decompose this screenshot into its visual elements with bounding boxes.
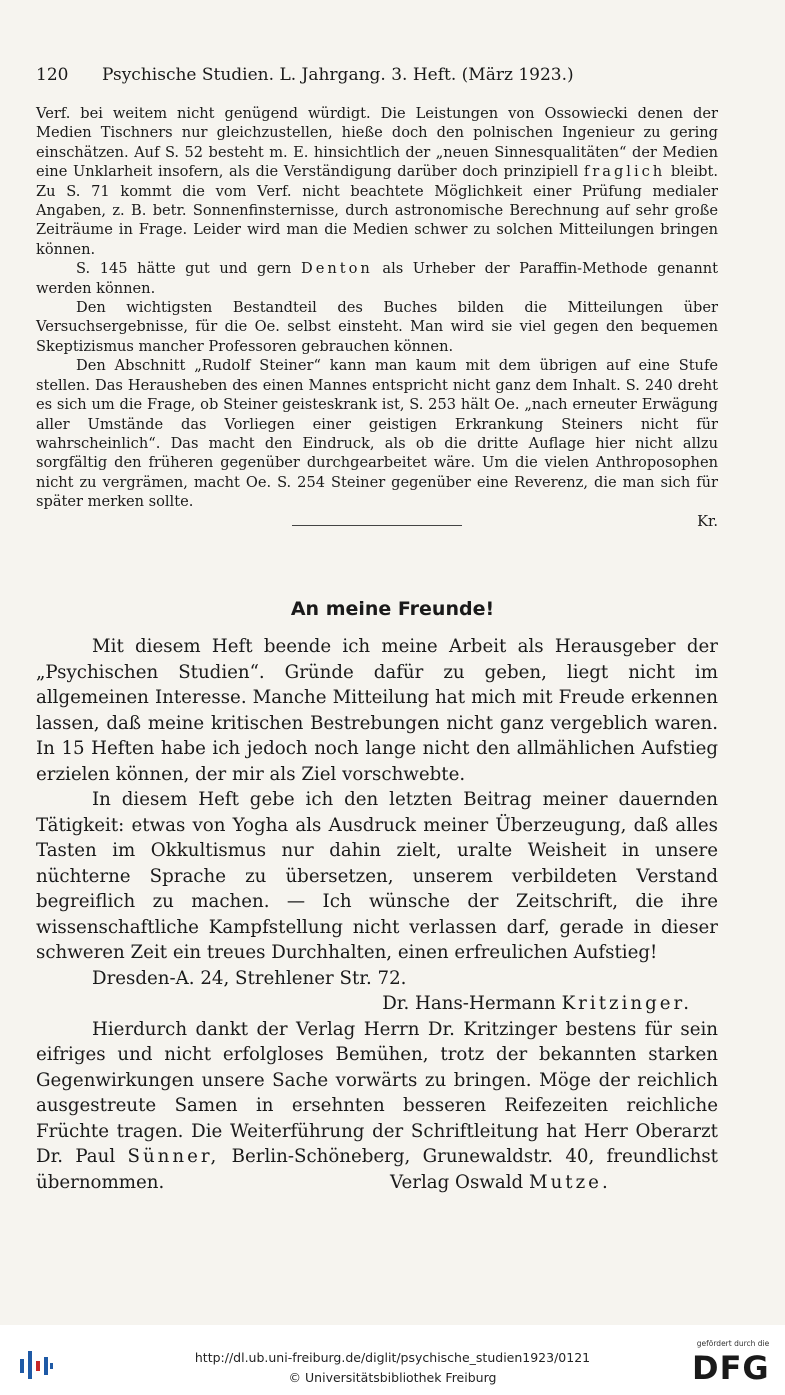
dfg-tagline: gefördert durch die — [696, 1339, 770, 1348]
running-title: Psychische Studien. L. Jahrgang. 3. Heft. (März 1923.) — [102, 65, 574, 85]
footer-bar — [0, 1325, 785, 1395]
letter-section — [36, 634, 718, 1195]
spaced-word: fraglich — [583, 163, 666, 181]
review-paragraph: Den wichtigsten Bestandteil des Buches bilden die Mitteilungen über Versuchsergebnisse, für die Oe. selbst einsteht. Man wird sie viel gegen den bequemen Skeptizismus mancher Professoren gebrauchen können. — [36, 299, 718, 355]
publisher-signature: Verlag Oswald Mutze. — [390, 1171, 611, 1193]
source-url-link[interactable]: http://dl.ub.uni-freiburg.de/diglit/psychische_studien1923/0121 — [194, 1350, 591, 1365]
letter-paragraph: Mit diesem Heft beende ich meine Arbeit als Herausgeber der „Psychischen Studien“. Gründe dafür zu geben, liegt nicht im allgemeinen Interesse. Manche Mitteilung hat mich mit Freude erkennen lassen, daß meine kritischen Bestrebungen nicht ganz vergeblich waren. In 15 Heften habe ich jedoch noch lange nicht den allmählichen Aufstieg erzielen können, der mir als Ziel vorschwebte. — [36, 636, 718, 785]
letter-address: Dresden-A. 24, Strehlener Str. 72. — [92, 967, 407, 989]
review-paragraph: S. 145 hätte gut und gern Denton als Urheber der Paraffin-Methode genannt werden können. — [36, 260, 719, 297]
copyright-notice: © Universitätsbibliothek Freiburg — [288, 1370, 497, 1385]
review-paragraph: Verf. bei weitem nicht genügend würdigt. Die Leistungen von Ossowiecki denen der Medien Tischners nur gleichzustellen, hieße doch den polnischen Ingenieur zu gering einschätzen. Auf S. 52 besteht m. E. hinsichtlich der „neuen Sinnesqualitäten“ der Medien eine Unklarheit insofern, als die Verständigung darüber doch prinzipiell fraglich bleibt. Zu S. 71 kommt die vom Verf. nicht beachtete Möglichkeit einer Prüfung medialer Angaben, z. B. betr. Sonnenfinsternisse, durch astronomische Berechnung auf sehr große Zeiträume in Frage. Leider wird man die Medien schwer zu solchen Mitteilungen bringen können. — [36, 105, 718, 258]
dfg-wordmark: DFG — [692, 1349, 770, 1387]
spaced-word: Denton — [301, 260, 373, 278]
letter-title: An meine Freunde! — [290, 598, 495, 620]
dfg-logo — [688, 1339, 778, 1389]
section-divider — [292, 525, 462, 526]
page-number: 120 — [36, 65, 69, 85]
running-header — [36, 64, 716, 86]
letter-author: Dr. Hans-Hermann Kritzinger. — [382, 993, 692, 1014]
review-section — [36, 104, 719, 530]
review-paragraph: Den Abschnitt „Rudolf Steiner“ kann man kaum mit dem übrigen auf eine Stufe stellen. Das Herausheben des einen Mannes entspricht nicht ganz dem Inhalt. S. 240 dreht es sich um die Frage, ob Steiner geisteskrank ist, S. 253 hält Oe. „nach erneuter Erwägung aller Umstände das Vorliegen einer geistigen Erkrankung Steiners nicht für wahrscheinlich“. Das macht den Eindruck, als ob die dritte Auflage hier nicht allzu sorgfältig den früheren gegenüber durchgearbeitet wäre. Um die vielen Anthroposophen nicht zu vergrämen, macht Oe. S. 254 Steiner gegenüber eine Reverenz, die man sich für später merken sollte. — [36, 357, 718, 511]
review-signature: Kr. — [697, 512, 718, 530]
publisher-note: Hierdurch dankt der Verlag Herrn Dr. Kritzinger bestens für sein eifriges und nicht erfolgloses Bemühen, trotz der bekannten starken Gegenwirkungen unsere Sache vorwärts zu bringen. Möge der reichlich ausgestreute Samen in ersehnten besseren Reifezeiten reichliche Früchte tragen. Die Weiterführung der Schriftleitung hat Herr Oberarzt Dr. Paul Sünner, Berlin-Schöneberg, Grunewaldstr. 40, freundlichst übernommen. Verlag Oswald Mutze. — [36, 1018, 718, 1193]
letter-paragraph: In diesem Heft gebe ich den letzten Beitrag meiner dauernden Tätigkeit: etwas von Yogha als Ausdruck meiner Überzeugung, daß alles Tasten im Okkultismus nur dahin zielt, uralte Weisheit in unsere nüchterne Sprache zu übersetzen, unserem verbildeten Verstand begreiflich zu machen. — Ich wünsche der Zeitschrift, die ihre wissenschaftliche Kampfstellung nicht verlassen darf, gerade in dieser schweren Zeit ein treues Durchhalten, einen erfreulichen Aufstieg! — [36, 789, 718, 963]
